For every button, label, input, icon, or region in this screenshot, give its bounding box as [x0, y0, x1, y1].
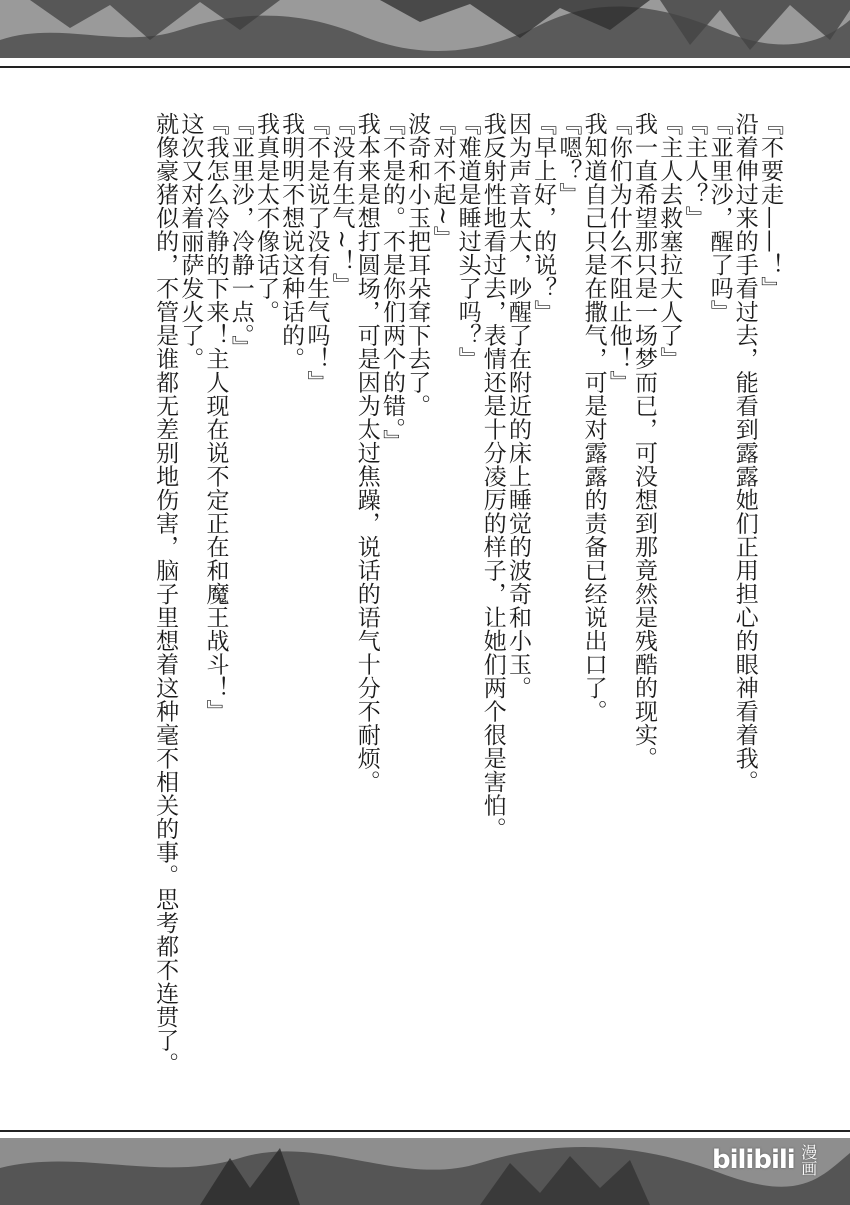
text-line: 『你们为什么不阻止他！』 [605, 112, 632, 394]
text-line: 我本来是想打圆场，可是因为太过焦躁，说话的语气十分不耐烦。 [353, 112, 380, 794]
text-line: 沿着伸过来的手看过去，能看到露露她们正用担心的眼神看着我。 [731, 112, 758, 794]
text-line: 波奇和小玉把耳朵耷下去了。 [404, 112, 431, 418]
text-line: 这次又对着丽萨发火了。 [177, 112, 204, 371]
text-line: 我反射性地看过去，表情还是十分凌厉的样子，让她们两个很是害怕。 [479, 112, 506, 841]
text-line: 『对不起~』 [429, 112, 456, 250]
watermark-subtitle: 漫画 [798, 1144, 818, 1176]
text-line: 我一直希望那只是一场梦而已，可没想到那竟然是残酷的现实。 [630, 112, 657, 770]
bilibili-watermark [712, 1144, 817, 1176]
text-line: 『主人去救塞拉大人了』 [656, 112, 683, 371]
top-decorative-band [0, 0, 850, 58]
text-line: 我知道自己只是在撒气，可是对露露的责备已经说出口了。 [580, 112, 607, 723]
bilibili-logo: bilibili [712, 1145, 795, 1175]
text-line: 『亚里沙，冷静一点。』 [227, 112, 254, 359]
text-line: 『不是说了没有生气吗！』 [303, 112, 330, 394]
text-line: 『不要走——！』 [757, 112, 783, 300]
text-line: 我真是太不像话了。 [252, 112, 279, 324]
top-divider [0, 66, 850, 68]
text-line: 『亚里沙，醒了吗』 [706, 112, 733, 324]
bottom-divider [0, 1130, 850, 1132]
text-line: 『早上好，的说？』 [530, 112, 557, 324]
text-line: 就像豪猪似的，不管是谁都无差别地伤害，脑子里想着这种毫不相关的事。思考都不连贯了。 [152, 112, 179, 1076]
text-line: 『我怎么冷静的下来！主人现在说不定正在和魔王战斗！』 [202, 112, 229, 723]
vertical-text-block [62, 112, 782, 1102]
text-line: 『主人？』 [681, 112, 708, 230]
text-line: 『没有生气~！』 [328, 112, 355, 297]
text-line: 因为声音太大，吵醒了在附近的床上睡觉的波奇和小玉。 [504, 112, 531, 700]
text-line: 『嗯？』 [555, 112, 582, 206]
text-line: 我明明不想说这种话的。 [278, 112, 305, 371]
text-line: 『不是的。不是你们两个的错。』 [378, 112, 405, 453]
top-band-illustration [0, 0, 850, 58]
text-line: 『难道是睡过头了吗？』 [454, 112, 481, 371]
